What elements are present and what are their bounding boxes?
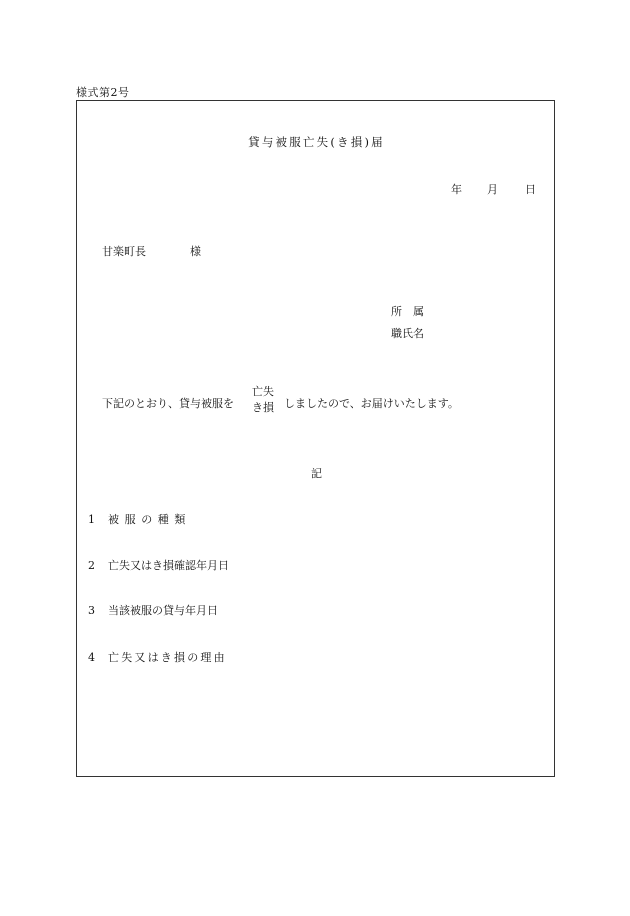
form-title: 貸与被服亡失(き損)届 (248, 135, 385, 149)
item-number: 4 (88, 651, 95, 664)
addressee-honorific: 様 (190, 245, 201, 258)
item-label: 被服の種類 (108, 513, 191, 526)
statement-after: しましたので、お届けいたします。 (284, 397, 459, 410)
item-label: 亡失又はき損確認年月日 (108, 559, 229, 572)
list-item (88, 557, 229, 573)
addressee (102, 243, 201, 259)
form-frame (76, 100, 555, 777)
name-label: 職氏名 (391, 327, 424, 340)
item-label: 亡失又はき損の理由 (108, 651, 227, 664)
date-line (451, 181, 536, 197)
list-item (88, 511, 191, 527)
statement-options (252, 384, 274, 416)
date-year-label: 年 (451, 183, 462, 196)
statement-option-lost: 亡失 (252, 385, 274, 398)
item-number: 1 (88, 513, 95, 526)
statement-before: 下記のとおり、貸与被服を (102, 397, 234, 410)
statement-option-damaged: き損 (252, 401, 274, 414)
item-label: 当該被服の貸与年月日 (108, 604, 218, 617)
addressee-name: 甘楽町長 (102, 245, 146, 258)
date-day-label: 日 (525, 183, 536, 196)
date-month-label: 月 (487, 183, 498, 196)
ki-heading: 記 (311, 467, 322, 480)
list-item (88, 649, 227, 665)
affiliation-label: 所 属 (391, 305, 424, 318)
item-number: 3 (88, 604, 95, 617)
form-number: 様式第2号 (76, 86, 130, 99)
item-number: 2 (88, 559, 95, 572)
list-item (88, 602, 218, 618)
